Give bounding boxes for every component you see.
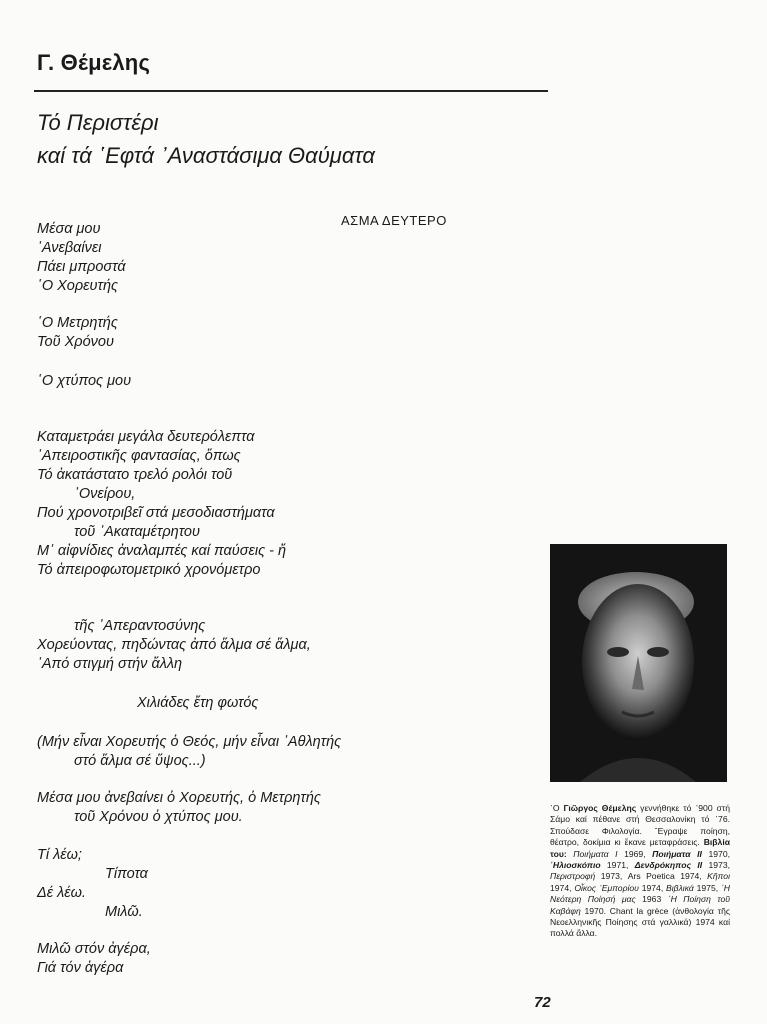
poem-line: Μέσα μου ἀνεβαίνει ὁ Χορευτής, ὁ Μετρητής [37,790,321,806]
poem-line: Γιά τόν ἀγέρα [37,960,124,976]
bio-year: 1973, Ars Poetica 1974, [595,871,708,882]
poem-line: Τοῦ Χρόνου [37,334,114,350]
poem-line: Τί λέω; [37,847,82,863]
bio-work-title: ῾Η Νεότερη Ποίησή μας [550,882,731,905]
bio-year: 1973, [702,860,731,871]
poem-line: Πού χρονοτριβεῖ στά μεσοδιαστήματα [37,505,275,521]
bio-year: 1971, [600,860,635,871]
song-heading: ΑΣΜΑ ΔΕΥΤΕΡΟ [341,213,447,228]
bio-work-title: ῾Ηλιοσκόπιο [550,860,601,871]
poem-line: Τίποτα [105,866,148,882]
author-name: Γ. Θέμελης [37,50,151,75]
poem-line: Δέ λέω. [37,885,86,901]
bio-year: 1974, [638,882,667,893]
title-rule [34,90,548,92]
bio-work-title: Κῆποι [707,871,730,882]
bio-year: 1974, [550,882,575,893]
poem-line: Τό ἀπειροφωτομετρικό χρονόμετρο [37,562,261,578]
bio-work-title: Δενδρόκηπος II [634,860,703,871]
poem-line: τοῦ ᾿Ακαταμέτρητου [74,524,200,540]
poem-line: Τό ἀκατάστατο τρελό ρολόι τοῦ [37,467,233,483]
poem-line: (Μήν εἶναι Χορευτής ὁ Θεός, μήν εἶναι ᾿Αθλητής [37,734,342,750]
poem-line: Χιλιάδες ἔτη φωτός [137,695,259,711]
bio-text: γεννήθηκε τό ᾿900 στή Σάμο καί πέθανε στή Θεσσαλονίκη τό ᾿76. Σπούδασε Φιλολογία. ῎Εγραψε ποίηση, θέατρο, δοκίμια κι ἔκανε μεταφράσεις. [550,803,731,848]
poem-line: στό ἅλμα σέ ὕψος...) [74,753,206,769]
bio-books-label: Βιβλία του: [550,837,730,859]
poem-line: Μ᾿ αἰφνίδιες ἀναλαμπές καί παύσεις - ἤ [37,543,287,559]
bio-work-title: Οἶκος ᾿Εμπορίου [574,882,639,893]
poem-line: ῾Ο χτύπος μου [37,373,132,389]
poem-line: ᾿Απειροστικῆς φαντασίας, ὅπως [37,448,241,464]
bio-text: ῾Ο [550,803,564,813]
poem-line: Καταμετράει μεγάλα δευτερόλεπτα [37,429,255,445]
poem-line: ᾿Ονείρου, [74,486,136,502]
bio-work-title: ῾Η Ποίηση τοῦ Καβάφη [550,894,730,916]
poem-line: τῆς ᾿Απεραντοσύνης [74,618,206,634]
poem-line: ῾Ο Μετρητής [37,315,118,331]
bio-year: 1975, [693,882,721,893]
bio-work-title: Ποιήματα I [566,848,618,859]
poem-line: ᾿Ανεβαίνει [37,240,102,256]
poem-line: Μιλῶ. [105,904,143,920]
poem-line: Πάει μπροστά [37,259,126,275]
poem-line: ᾿Από στιγμή στήν ἄλλη [37,656,183,672]
bio-year: 1969, [617,848,653,859]
bio-year: 1970, [701,848,730,859]
poem-title-line-1: Τό Περιστέρι [37,110,159,135]
poem-title-line-2: καί τά ῾Εφτά ᾿Αναστάσιμα Θαύματα [37,143,375,168]
bio-work-title: Περιστροφή [550,871,596,882]
poem-line: Χορεύοντας, πηδώντας ἀπό ἅλμα σέ ἅλμα, [37,637,311,653]
poem-line: Μέσα μου [37,221,101,237]
page-number: 72 [534,994,551,1011]
bio-year: 1970. Chant la grèce (ἀνθολογία τῆς Νεοελληνικῆς Ποίησης στά γαλλικά) 1974 καί πολλά ἄλλα. [550,905,730,939]
bio-work-title: Ποιήματα II [652,848,702,859]
author-portrait-photo [550,544,727,782]
poem-line: τοῦ Χρόνου ὁ χτύπος μου. [74,809,243,825]
bio-work-title: Βιβλικά [666,882,694,893]
poem-line: ῾Ο Χορευτής [37,278,119,294]
author-biography [550,803,730,940]
bio-year: 1963 [635,894,668,905]
poem-line: Μιλῶ στόν ἀγέρα, [37,941,151,957]
bio-author-name: Γιῶργος Θέμελης [563,803,637,813]
